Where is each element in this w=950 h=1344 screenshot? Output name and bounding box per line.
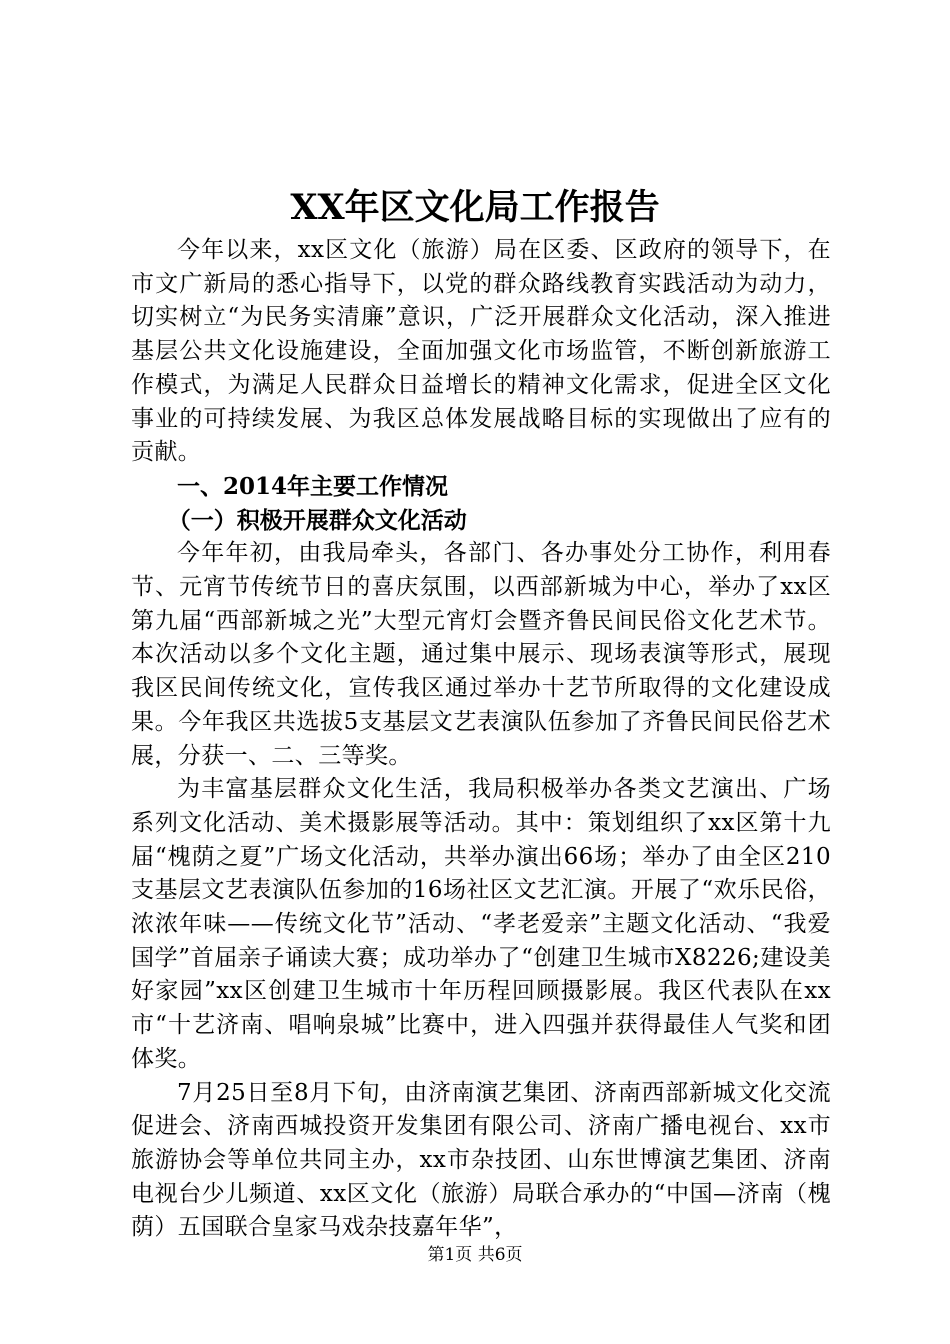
body-paragraph: 为丰富基层群众文化生活，我局积极举办各类文艺演出、广场系列文化活动、美术摄影展等活动。其中：策划组织了xx区第十九届“槐荫之夏”广场文化活动，共举办演出66场；举办了由全区210支基层文艺表演队伍参加的16场社区文艺汇演。开展了“欢乐民俗，浓浓年味——传统文化节”活动、“孝老爱亲”主题文化活动、“我爱国学”首届亲子诵读大赛；成功举办了“创建卫生城市X8226;建设美好家园”xx区创建卫生城市十年历程回顾摄影展。我区代表队在xx市“十艺济南、唱响泉城”比赛中，进入四强并获得最佳人气奖和团体奖。 xyxy=(131,776,831,1072)
intro-paragraph: 今年以来，xx区文化（旅游）局在区委、区政府的领导下，在市文广新局的悉心指导下，以党的群众路线教育实践活动为动力，切实树立“为民务实清廉”意识，广泛开展群众文化活动，深入推进基层公共文化设施建设，全面加强文化市场监管，不断创新旅游工作模式，为满足人民群众日益增长的精神文化需求，促进全区文化事业的可持续发展、为我区总体发展战略目标的实现做出了应有的贡献。 xyxy=(131,237,831,466)
document-body xyxy=(131,234,831,1245)
body-paragraph: 7月25日至8月下旬，由济南演艺集团、济南西部新城文化交流促进会、济南西城投资开发集团有限公司、济南广播电视台、xx市旅游协会等单位共同主办，xx市杂技团、山东世博演艺集团、济南电视台少儿频道、xx区文化（旅游）局联合承办的“中国—济南（槐荫）五国联合皇家马戏杂技嘉年华”， xyxy=(131,1079,831,1241)
page-number-footer: 第1页 共6页 xyxy=(427,1245,523,1265)
body-paragraph: 今年年初，由我局牵头，各部门、各办事处分工协作，利用春节、元宵节传统节日的喜庆氛围，以西部新城为中心，举办了xx区第九届“西部新城之光”大型元宵灯会暨齐鲁民间民俗文化艺术节。本次活动以多个文化主题，通过集中展示、现场表演等形式，展现我区民间传统文化，宣传我区通过举办十艺节所取得的文化建设成果。今年我区共选拔5支基层文艺表演队伍参加了齐鲁民间民俗艺术展，分获一、二、三等奖。 xyxy=(131,540,831,769)
document-title: XX年区文化局工作报告 xyxy=(290,187,660,228)
subsection-heading: （一）积极开展群众文化活动 xyxy=(167,506,467,534)
section-heading: 一、2014年主要工作情况 xyxy=(177,472,449,500)
